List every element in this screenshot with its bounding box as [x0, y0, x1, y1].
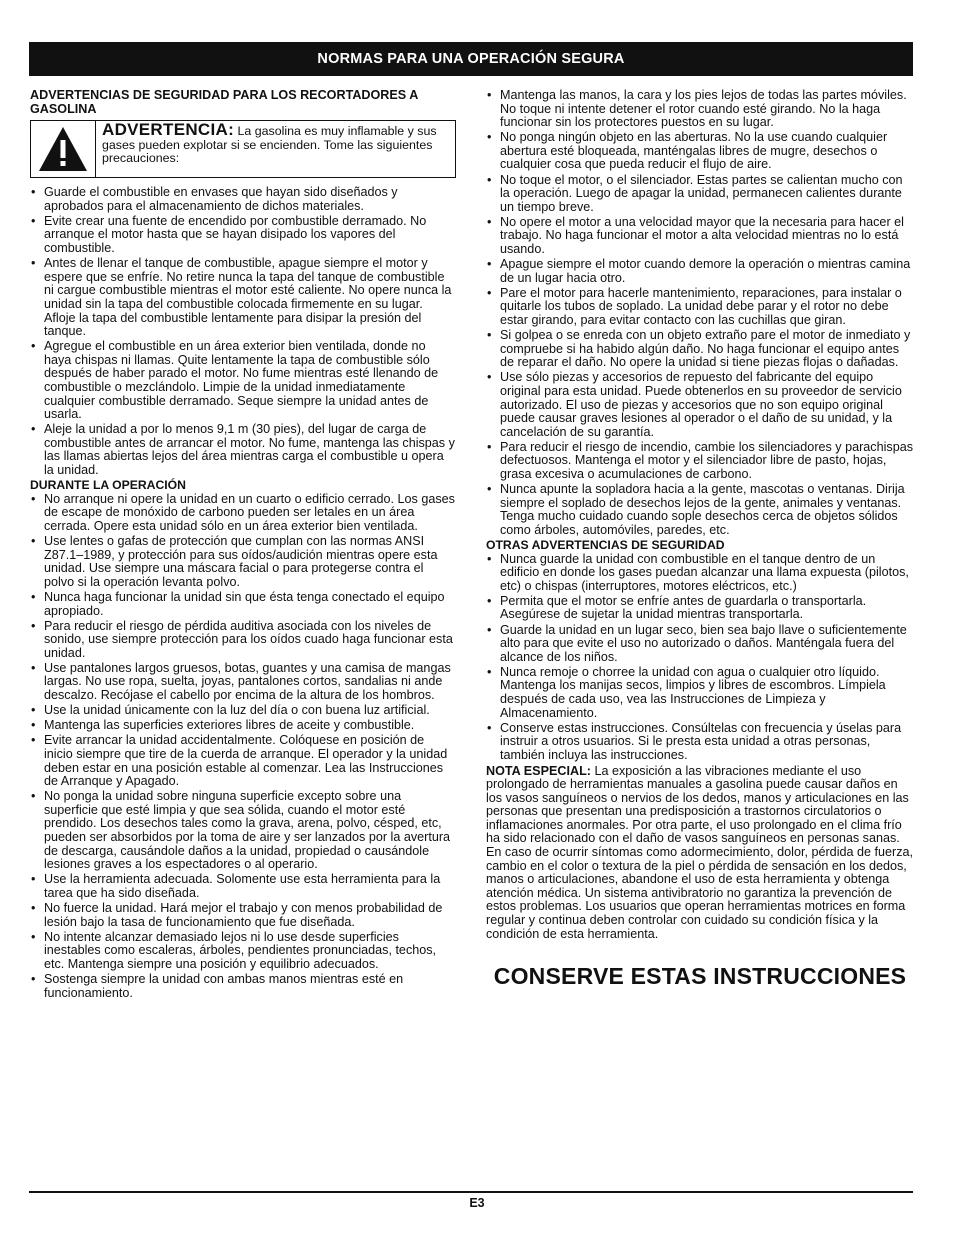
list-item: • Sostenga siempre la unidad con ambas manos mientras esté en funcionamiento. — [30, 973, 456, 1000]
warning-box — [30, 120, 456, 178]
list-item: • Si golpea o se enreda con un objeto extraño pare el motor de inmediato y compruebe si ha habido algún daño. No haga funcionar el equipo antes de reparar el daño. No opere la unidad si tiene piezas flojas o dañadas. — [486, 329, 914, 370]
section-header: NORMAS PARA UNA OPERACIÓN SEGURA — [29, 42, 913, 76]
conserve-heading: CONSERVE ESTAS INSTRUCCIONES — [493, 963, 907, 990]
list-item: • Use la unidad únicamente con la luz del día o con buena luz artificial. — [30, 704, 456, 718]
list-item: • Nunca guarde la unidad con combustible en el tanque dentro de un edificio en donde los gases puedan alcanzar una llama expuesta (pilotos, etc) o chispas (interruptores, motores eléctricos, etc.) — [486, 553, 914, 594]
list-item: • Use pantalones largos gruesos, botas, guantes y una camisa de mangas largas. No use ropa, suelta, joyas, pantalones cortos, sandalias ni ande descalzo. Recójase el cabello por encima de la altura de los hombros. — [30, 662, 456, 703]
operation-list — [30, 493, 456, 1000]
list-item: • Permita que el motor se enfríe antes de guardarla o transportarla. Asegúrese de sujetar la unidad mientras transportarla. — [486, 595, 914, 622]
list-item: • Nunca apunte la sopladora hacia a la gente, mascotas o ventanas. Dirija siempre el soplado de desechos lejos de la gente, animales y ventanas. Tenga mucho cuidado cuando sople desechos cerca de objetos sólidos como árboles, automóviles, paredes, etc. — [486, 483, 914, 537]
list-item: • Agregue el combustible en un área exterior bien ventilada, donde no haya chispas ni llamas. Quite lentamente la tapa de combustible sólo después de haber parado el motor. No fume mientras esté llenando de combustible o mezclándolo. Limpie de la unidad inmediatamente cualquier combustible derramado. Seque siempre la unidad antes de usarla. — [30, 340, 456, 422]
list-item: • Apague siempre el motor cuando demore la operación o mientras camina de un lugar hacia otro. — [486, 258, 914, 285]
list-item: • Use la herramienta adecuada. Solomente use esta herramienta para la tarea que ha sido diseñada. — [30, 873, 456, 900]
other-warnings-list — [486, 553, 914, 763]
fuel-safety-list — [30, 186, 456, 477]
warning-body: La gasolina es muy inflamable y sus gases pueden explotar si se encienden. Tome las siguientes precauciones: — [102, 124, 437, 166]
special-note — [486, 765, 914, 942]
operation-subtitle: DURANTE LA OPERACIÓN — [30, 478, 186, 493]
warning-text — [95, 121, 455, 177]
list-item: • Mantenga las superficies exteriores libres de aceite y combustible. — [30, 719, 456, 733]
other-warnings-subtitle: OTRAS ADVERTENCIAS DE SEGURIDAD — [486, 538, 725, 552]
list-item: • Guarde el combustible en envases que hayan sido diseñados y aprobados para el almacenamiento de dichos materiales. — [30, 186, 456, 213]
list-item: • No ponga la unidad sobre ninguna superficie excepto sobre una superficie que esté limpia y que sea sólida, cuando el motor esté prendido. Los desechos tales como la grava, arena, polvo, césped, etc, pueden ser absorbidos por la toma de aire y ser lanzados por la avertura de descarga, causándole daños a la unidad, propiedad o causándole lesiones graves a los espectadores o al operario. — [30, 790, 456, 872]
list-item: • Use sólo piezas y accesorios de repuesto del fabricante del equipo original para esta unidad. Puede obtenerlos en su proveedor de servicio autorizado. El uso de piezas y accesorios que no son equipo original puede causar graves lesiones al operador o el daño de su unidad, y la cancelación de su garantía. — [486, 371, 914, 439]
list-item: • No opere el motor a una velocidad mayor que la necesaria para hacer el trabajo. No haga funcionar el motor a alta velocidad mientras no lo está usando. — [486, 216, 914, 257]
operation-list-continued — [486, 89, 914, 538]
list-item: • Mantenga las manos, la cara y los pies lejos de todas las partes móviles. No toque ni intente detener el rotor cuando esté girando. No la haga funcionar sin los protectores puestos en su lugar. — [486, 89, 914, 130]
list-item: • Nunca remoje o chorree la unidad con agua o cualquier otro líquido. Mantenga los manijas secos, limpios y libres de escombros. Límpiela después de cada uso, vea las Instrucciones de Limpieza y Almacenamiento. — [486, 666, 914, 720]
list-item: • No intente alcanzar demasiado lejos ni lo use desde superficies inestables como escaleras, árboles, pendientes pronunciadas, techos, etc. Mantenga siempre una posición y equilibrio adecuados. — [30, 931, 456, 972]
list-item: • No fuerce la unidad. Hará mejor el trabajo y con menos probabilidad de lesión bajo la tasa de funcionamiento que fue diseñada. — [30, 902, 456, 929]
right-column — [486, 89, 914, 989]
list-item: • Use lentes o gafas de protección que cumplan con las normas ANSI Z87.1–1989, y protección para sus oídos/audición mientras opere esta unidad. Use siempre una máscara facial o para protegerse contra el polvo si la operación levanta polvo. — [30, 535, 456, 589]
special-note-text: La exposición a las vibraciones mediante el uso prolongado de herramientas manuales a gasolina puede causar daños en los vasos sanguíneos o nervios de los dedos, manos y articulaciones en las personas que presentan una predisposición a trastornos circulatorios o inflamaciones anormales. Por otra parte, el uso prolongado en el clima frío ha sido relacionado con el daño de vasos sanguíneos en personas sanas. En caso de ocurrir síntomas como adormecimiento, dolor, pérdida de fuerza, cambio en el color o textura de la piel o pérdida de sensación en los dedos, manos o articulaciones, abandone el uso de esta herramienta y obtenga atención médica. Un sistema antivibratorio no garantiza la prevención de estos problemas. Los usuarios que operan herramientas motrices en forma regular y continua deben controlar con cuidado su condición física y la condición de esta herramienta. — [486, 763, 914, 941]
footer-divider — [29, 1191, 913, 1193]
list-item: • Nunca haga funcionar la unidad sin que ésta tenga conectado el equipo apropiado. — [30, 591, 456, 618]
list-item: • Aleje la unidad a por lo menos 9,1 m (30 pies), del lugar de carga de combustible antes de arrancar el motor. No fume, mantenga las chispas y las llamas abiertas lejos del área mientras carga el combustible u opera la unidad. — [30, 423, 456, 477]
left-section-title: ADVERTENCIAS DE SEGURIDAD PARA LOS RECORTADORES A GASOLINA — [30, 88, 418, 116]
list-item: • Pare el motor para hacerle mantenimiento, reparaciones, para instalar o quitarle los tubos de soplado. La unidad debe parar y el rotor no debe estar girando, para evitar contacto con las cuchillas que giran. — [486, 287, 914, 328]
warning-triangle-icon — [31, 121, 95, 177]
list-item: • Antes de llenar el tanque de combustible, apague siempre el motor y espere que se enfríe. No retire nunca la tapa del tanque de combustible ni cargue combustible mientras el motor esté caliente. No opere nunca la unidad sin la tapa del combustible colocada firmemente en su lugar. Afloje la tapa del combustible lentamente para disipar la presión del tanque. — [30, 257, 456, 339]
list-item: • Guarde la unidad en un lugar seco, bien sea bajo llave o suficientemente alto para que evite el uso no autorizado o daños. Manténgala fuera del alcance de los niños. — [486, 624, 914, 665]
list-item: • Conserve estas instrucciones. Consúltelas con frecuencia y úselas para instruir a otros usuarios. Si le presta esta unidad a otras personas, también incluya las instrucciones. — [486, 722, 914, 763]
list-item: • Evite arrancar la unidad accidentalmente. Colóquese en posición de inicio siempre que tire de la cuerda de arranque. El operador y la unidad deben estar en una posición estable al comenzar. Lea las Instrucciones de Arranque y Apagado. — [30, 734, 456, 788]
list-item: • Evite crear una fuente de encendido por combustible derramado. No arranque el motor hasta que se hayan disipado los vapores del combustible. — [30, 215, 456, 256]
page-number: E3 — [469, 1196, 485, 1210]
list-item: • Para reducir el riesgo de pérdida auditiva asociada con los niveles de sonido, use siempre protección para los oídos cuado haga funcionar esta unidad. — [30, 620, 456, 661]
special-note-label: NOTA ESPECIAL: — [486, 763, 591, 778]
list-item: • No toque el motor, o el silenciador. Estas partes se calientan mucho con la operación. Luego de apagar la unidad, permanecen calientes durante un tiempo breve. — [486, 174, 914, 215]
list-item: • Para reducir el riesgo de incendio, cambie los silenciadores y parachispas defectuosos. Mantenga el motor y el silenciador libre de pasto, hojas, grasa excesiva o acumulaciones de carbono. — [486, 441, 914, 482]
warning-label: ADVERTENCIA: — [102, 120, 235, 140]
list-item: • No arranque ni opere la unidad en un cuarto o edificio cerrado. Los gases de escape de monóxido de carbono pueden ser letales en un área cerrada. Opere esta unidad sólo en un área exterior bien ventilada. — [30, 493, 456, 534]
list-item: • No ponga ningún objeto en las aberturas. No la use cuando cualquier abertura esté bloqueada, manténgalas libres de mugre, desechos o cualquier cosa que pueda reducir el flujo de aire. — [486, 131, 914, 172]
left-column — [30, 89, 456, 1002]
